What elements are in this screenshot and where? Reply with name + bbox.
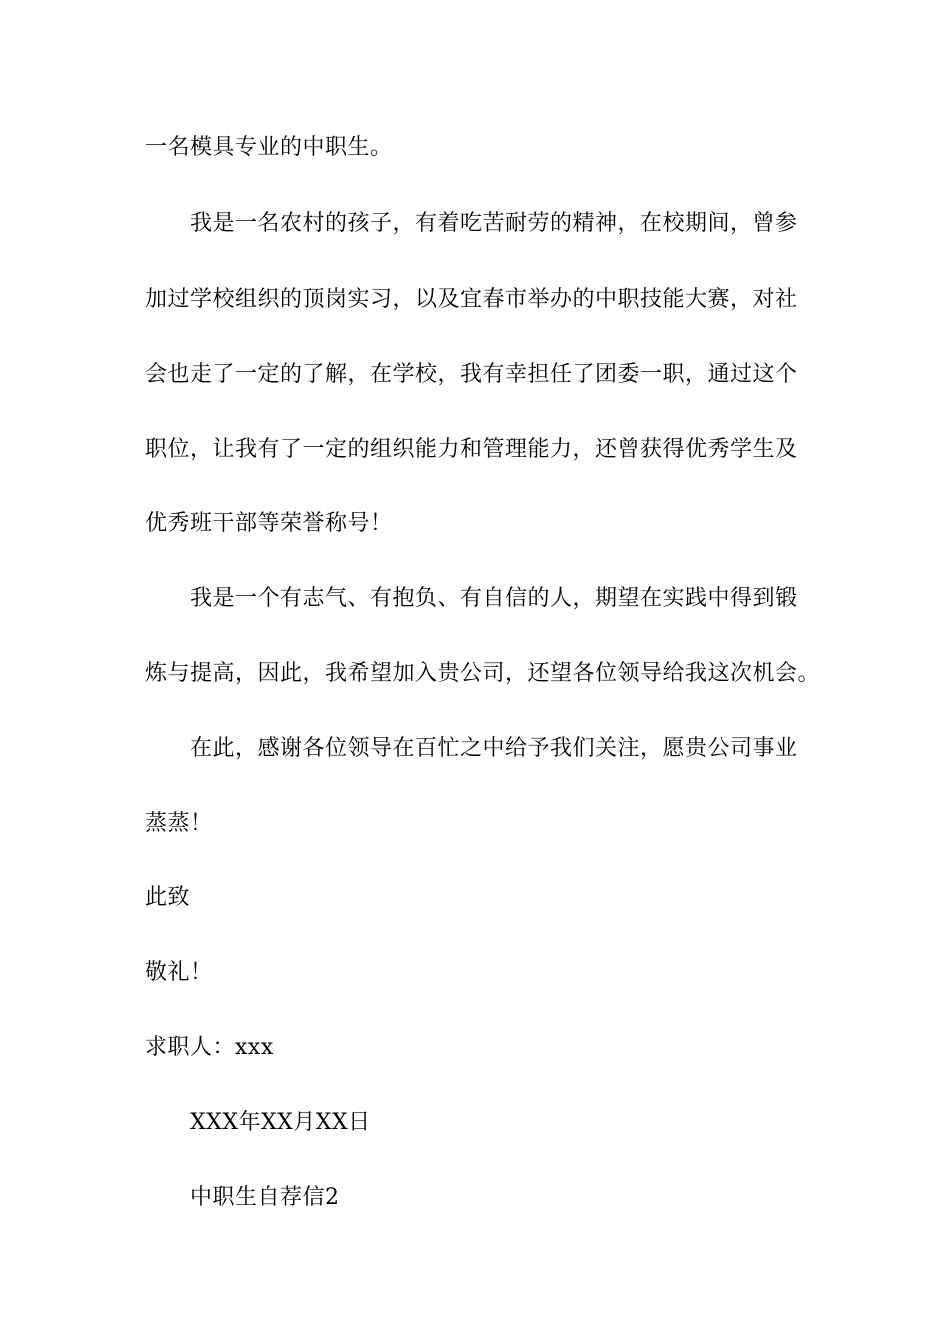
signature-line: 求职人：xxx — [145, 1035, 274, 1060]
paragraph-line: 我是一个有志气、有抱负、有自信的人，期望在实践中得到锻 — [190, 586, 798, 611]
paragraph-line: 加过学校组织的顶岗实习，以及宜春市举办的中职技能大赛，对社 — [145, 287, 798, 312]
paragraph-line: 优秀班干部等荣誉称号！ — [145, 511, 393, 536]
paragraph-line: 蒸蒸！ — [145, 811, 213, 836]
closing-line: 此致 — [145, 885, 191, 910]
paragraph-line: 一名模具专业的中职生。 — [145, 135, 393, 160]
paragraph-line: 职位，让我有了一定的组织能力和管理能力，还曾获得优秀学生及 — [145, 437, 798, 462]
paragraph-line: 会也走了一定的了解，在学校，我有幸担任了团委一职，通过这个 — [145, 362, 798, 387]
paragraph-line: 炼与提高，因此，我希望加入贵公司，还望各位领导给我这次机会。 — [145, 661, 821, 686]
date-line: XXX年XX月XX日 — [190, 1110, 371, 1135]
paragraph-line: 我是一名农村的孩子，有着吃苦耐劳的精神，在校期间，曾参 — [190, 211, 798, 236]
salutation-line: 敬礼！ — [145, 960, 213, 985]
section-title: 中职生自荐信2 — [190, 1185, 340, 1210]
paragraph-line: 在此，感谢各位领导在百忙之中给予我们关注，愿贵公司事业 — [190, 736, 798, 761]
